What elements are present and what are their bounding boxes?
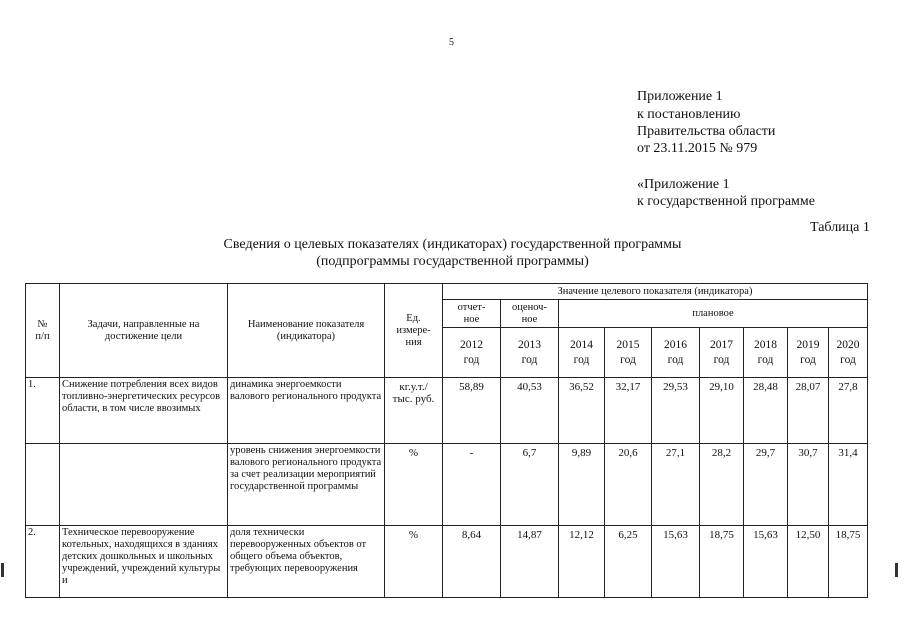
value-2016: 27,1 [652, 444, 700, 526]
value-2017: 18,75 [700, 526, 744, 598]
value-2012: 58,89 [443, 378, 501, 444]
value-2019: 30,7 [788, 444, 829, 526]
value-2016: 15,63 [652, 526, 700, 598]
row-number: 2. [26, 526, 60, 598]
value-2013: 40,53 [501, 378, 559, 444]
header-year-2014: 2014 год [559, 328, 605, 378]
row-unit: % [385, 526, 443, 598]
value-2019: 12,50 [788, 526, 829, 598]
header-task: Задачи, направленные на достижение цели [60, 284, 228, 378]
value-2014: 12,12 [559, 526, 605, 598]
value-2012: 8,64 [443, 526, 501, 598]
indicators-table [25, 283, 868, 598]
header-year-2019: 2019 год [788, 328, 829, 378]
table-caption-line-1: Сведения о целевых показателях (индикаторах) государственной программы [223, 237, 682, 252]
value-2016: 29,53 [652, 378, 700, 444]
header-number: № п/п [26, 284, 60, 378]
appendix-quoted-line-2: к государственной программе [637, 194, 815, 209]
value-2020: 18,75 [829, 526, 868, 598]
header-estimated: оценоч- ное [501, 300, 559, 328]
row-unit: % [385, 444, 443, 526]
appendix-line-3: Правительства области [637, 124, 776, 139]
header-planned: плановое [559, 300, 868, 328]
table-row [26, 378, 868, 444]
header-value-group: Значение целевого показателя (индикатора) [443, 284, 868, 300]
header-year-2018: 2018 год [744, 328, 788, 378]
value-2014: 36,52 [559, 378, 605, 444]
row-indicator: динамика энергоемкости валового регионального продукта [228, 378, 385, 444]
scan-edge-mark-left [1, 563, 4, 577]
header-year-2013: 2013 год [501, 328, 559, 378]
table-label: Таблица 1 [810, 220, 870, 235]
value-2018: 29,7 [744, 444, 788, 526]
header-year-2015: 2015 год [605, 328, 652, 378]
header-year-2020: 2020 год [829, 328, 868, 378]
page-number: 5 [449, 37, 454, 48]
row-number [26, 444, 60, 526]
value-2014: 9,89 [559, 444, 605, 526]
value-2018: 15,63 [744, 526, 788, 598]
row-number: 1. [26, 378, 60, 444]
row-task: Техническое перевооружение котельных, находящихся в зданиях детских дошкольных и школьных учреждений, учреждений культуры и [60, 526, 228, 598]
value-2012: - [443, 444, 501, 526]
row-task: Снижение потребления всех видов топливно-энергетических ресурсов области, в том числе ввозимых [60, 378, 228, 444]
value-2020: 31,4 [829, 444, 868, 526]
appendix-line-1: Приложение 1 [637, 89, 723, 104]
scan-edge-mark-right [895, 563, 898, 577]
value-2019: 28,07 [788, 378, 829, 444]
appendix-line-2: к постановлению [637, 107, 741, 122]
value-2013: 6,7 [501, 444, 559, 526]
header-year-2017: 2017 год [700, 328, 744, 378]
value-2017: 29,10 [700, 378, 744, 444]
table-row [26, 444, 868, 526]
value-2013: 14,87 [501, 526, 559, 598]
header-reported: отчет- ное [443, 300, 501, 328]
value-2015: 32,17 [605, 378, 652, 444]
value-2020: 27,8 [829, 378, 868, 444]
value-2018: 28,48 [744, 378, 788, 444]
table-caption-line-2: (подпрограммы государственной программы) [316, 254, 589, 269]
row-task [60, 444, 228, 526]
header-unit: Ед. измере- ния [385, 284, 443, 378]
row-unit: кг.у.т./ тыс. руб. [385, 378, 443, 444]
value-2017: 28,2 [700, 444, 744, 526]
header-year-2016: 2016 год [652, 328, 700, 378]
header-year-2012: 2012 год [443, 328, 501, 378]
value-2015: 20,6 [605, 444, 652, 526]
appendix-quoted-line-1: «Приложение 1 [637, 177, 730, 192]
header-indicator: Наименование показателя (индикатора) [228, 284, 385, 378]
appendix-date-line: от 23.11.2015 № 979 [637, 141, 758, 156]
row-indicator: доля технически перевооруженных объектов от общего объема объектов, требующих перевооружения [228, 526, 385, 598]
row-indicator: уровень снижения энергоемкости валового регионального продукта за счет реализации мероприятий государственной программы [228, 444, 385, 526]
value-2015: 6,25 [605, 526, 652, 598]
table-row [26, 526, 868, 598]
